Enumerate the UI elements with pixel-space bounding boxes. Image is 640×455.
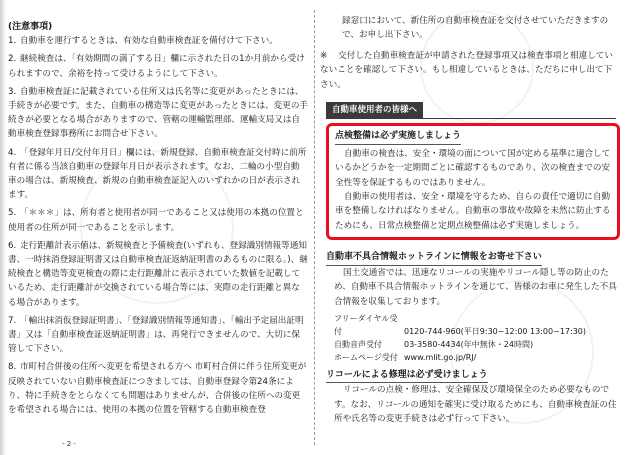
maintenance-paragraph-2: 自動車の使用者は、安全・環境を守るため、自らの責任で適切に自動車を整備しなければなりません。自動車の事故や故障を未然に防止するためにも、日常点検整備と定期点検整備は必ず実施しましょう。	[335, 192, 611, 231]
contact-value: 0120-744-960(平日9:30~12:00 13:00~17:30)	[404, 326, 586, 336]
contact-web	[334, 351, 620, 364]
note-item	[8, 146, 308, 203]
maintenance-box	[326, 123, 620, 240]
continuation-text: 録窓口において、新住所の自動車検査証を交付させていただきますので、お申し出下さい。	[342, 16, 609, 41]
recall-text: リコールの点検・修理は、安全確保及び環境保全のため必要なものです。なお、リコールの通知を確実に受け取るためにも、自動車検査証の住所や氏名等の変更手続きは必ず行って下さい。	[334, 385, 617, 425]
maintenance-title: 点検整備は必ず実施しましょう	[335, 129, 461, 144]
page-footer: - 2 -	[62, 440, 76, 448]
note-text: 「輸出抹消仮登録証明書」、「登録識別情報等通知書」、「輸出予定届出証明書」又は「自動車検査証返納証明書」は、再発行できませんので、大切に保管して下さい。	[8, 315, 304, 355]
notes-list	[8, 34, 308, 417]
note-text: 交付した自動車検査証が申請された登録事項又は検査事項と相違していないことを確認して下さい。もし相違しているときは、ただちに申し出て下さい。	[320, 50, 614, 90]
hotline-text: 国土交通省では、迅速なリコールの実施やリコール隠し等の防止のため、自動車不具合情報ホットラインを通じて、皆様のお車に発生した不具合情報を収集しております。	[334, 267, 617, 307]
hotline-body	[334, 266, 620, 309]
note-mark: ※	[320, 50, 328, 61]
note-text: 市町村合併後の住所へ変更を希望される方へ 市町村合併に伴う住所変更が反映されていない自動車検査証につきましては、自動車登録令第24条により、特に手続きをとらなくても問題はありませんが、合併後の住所への変更を希望される場合には、使用の本拠の位置を管轄する自動車検査登	[8, 362, 307, 416]
notes-column	[8, 20, 308, 440]
note-number: 3.	[8, 86, 17, 97]
contact-label: ホームページ受付	[334, 352, 398, 362]
maintenance-paragraph-1: 自動車の検査は、安全・環境の面について国が定める基準に適合しているかどうかを一定期間ごとに確認するものであり、次の検査までの安全性等を保証するものではありません。	[335, 148, 611, 188]
note-text: 自動車を運行するときは、有効な自動車検査証を備付けて下さい。	[20, 36, 278, 47]
note-text: 走行距離計表示値は、新規検査と予備検査(いずれも、登録識別情報等通知書、一時抹消登録証明書又は自動車検査証返納証明書のあるものに限る。)、継続検査と構造等変更検査の際に走行距離計に表示されていた数値を記載しているため、走行距離計が交換されている場合等には、実際の走行距離と異なる場合があります。	[8, 240, 308, 308]
contact-value: www.mlit.go.jp/RJ/	[404, 352, 477, 362]
note-number: 5.	[8, 208, 17, 219]
note-number: 8.	[8, 362, 17, 373]
note-item	[8, 52, 308, 80]
recall-title: リコールによる修理は必ず受けましょう	[326, 368, 488, 383]
note-number: 7.	[8, 315, 17, 326]
note-text: 「登録年月日/交付年月日」欄には、新規登録、自動車検査証交付時に前所有者に係る当該自動車の登録年月日が表示されます。なお、二輪の小型自動車の場合は、新規検査、新規の自動車検査証記入のいずれかの日が表示されます。	[8, 147, 307, 201]
note-number: 6.	[8, 240, 17, 251]
note-item	[8, 206, 308, 234]
section-rule	[326, 118, 616, 119]
note-text: 継続検査は、「有効期間の満了する日」欄に示された日の1か月前から受けられますので、余裕を持って受けるようにして下さい。	[8, 54, 305, 79]
note-number: 2.	[8, 54, 17, 65]
hotline-title: 自動車不具合情報ホットラインに情報をお寄せ下さい	[326, 250, 542, 265]
note-item	[8, 239, 308, 310]
contact-value: 03-3580-4434(年中無休・24時間)	[404, 339, 534, 349]
confirmation-note	[320, 49, 620, 92]
column-divider	[314, 10, 316, 445]
note-item	[8, 314, 308, 357]
note-item	[8, 85, 308, 142]
contact-list	[334, 312, 620, 364]
recall-body	[334, 383, 620, 426]
contact-label: フリーダイヤル受付	[334, 313, 398, 336]
scan-shadow	[0, 0, 6, 455]
note-text: 「＊＊＊」は、所有者と使用者が同一であること又は使用の本拠の位置と使用者の住所が同一であることを示します。	[8, 208, 304, 233]
contact-voice	[334, 338, 620, 351]
note-text: 自動車検査証に記載されている住所又は氏名等に変更があったときには、手続きが必要です。また、自動車の構造等に変更があったときには、変更の手続きが必要となる場合がありますので、管轄の運輸監理部、運輸支局又は自動車検査登録事務所にお問合せ下さい。	[8, 86, 309, 140]
notes-heading: (注意事項)	[8, 22, 53, 32]
right-column	[320, 14, 620, 444]
contact-label: 自動音声受付	[334, 339, 382, 349]
note-item	[8, 34, 308, 48]
note-number: 4.	[8, 147, 17, 158]
note-item	[8, 360, 308, 417]
note-number: 1.	[8, 36, 17, 47]
contact-free-dial	[334, 312, 620, 338]
section-title: 自動車使用者の皆様へ	[326, 102, 423, 118]
